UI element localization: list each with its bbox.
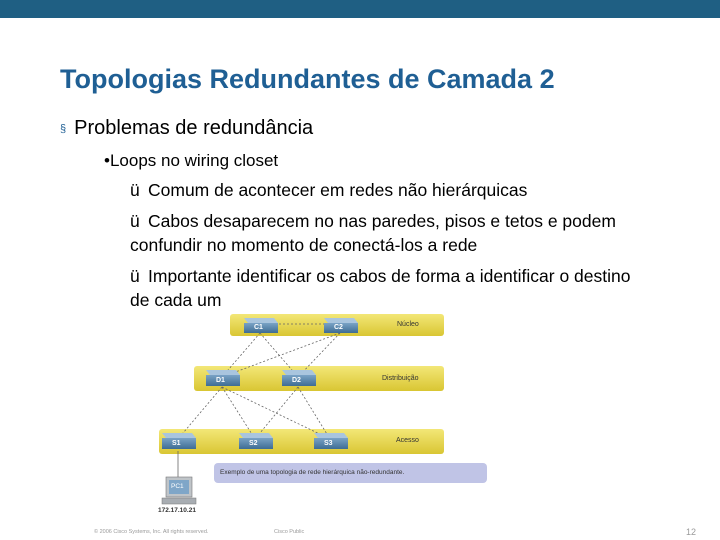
distribution-layer-label: Distribuição: [382, 375, 419, 382]
topology-drawing: [150, 305, 500, 525]
footer-classification: Cisco Public: [274, 529, 305, 535]
bullet-marker: §: [60, 122, 67, 135]
network-diagram: [150, 305, 500, 525]
check-marker: ü: [130, 180, 140, 200]
check-item-text: Comum de acontecer em redes não hierárquicas: [148, 180, 528, 200]
switch-label-d2: D2: [292, 377, 301, 384]
check-item: [130, 178, 650, 202]
access-layer-label: Acesso: [396, 437, 419, 444]
pc-label: PC1: [171, 483, 184, 490]
pc1-computer: [162, 477, 196, 504]
switch-label-s2: S2: [249, 440, 258, 447]
switch-label-d1: D1: [216, 377, 225, 384]
check-item-text: Cabos desaparecem no nas paredes, pisos e tetos e podem confundir no momento de conectá-los a rede: [130, 211, 616, 255]
switch-label-s3: S3: [324, 440, 333, 447]
check-marker: ü: [130, 266, 140, 286]
bullet-text: Problemas de redundância: [74, 117, 314, 139]
bullet-text: Loops no wiring closet: [109, 151, 279, 170]
top-bar: [0, 0, 720, 18]
bullet-marker: •: [104, 151, 110, 170]
footer-copyright: © 2006 Cisco Systems, Inc. All rights reserved.: [94, 529, 209, 535]
check-item: [130, 209, 650, 257]
switch-label-c2: C2: [334, 324, 343, 331]
switch-label-c1: C1: [254, 324, 263, 331]
page-number: 12: [686, 527, 697, 537]
bullet-level2: [104, 151, 278, 171]
pc-ip-address: 172.17.10.21: [158, 507, 196, 514]
check-item-text: Importante identificar os cabos de forma a identificar o destino de cada um: [130, 266, 631, 310]
diagram-caption: Exemplo de uma topologia de rede hierárquica não-redundante.: [220, 469, 405, 476]
bullet-level1: [60, 117, 313, 140]
switch-label-s1: S1: [172, 440, 181, 447]
check-marker: ü: [130, 211, 140, 231]
slide-title: Topologias Redundantes de Camada 2: [60, 64, 555, 94]
core-layer-label: Núcleo: [397, 321, 419, 328]
